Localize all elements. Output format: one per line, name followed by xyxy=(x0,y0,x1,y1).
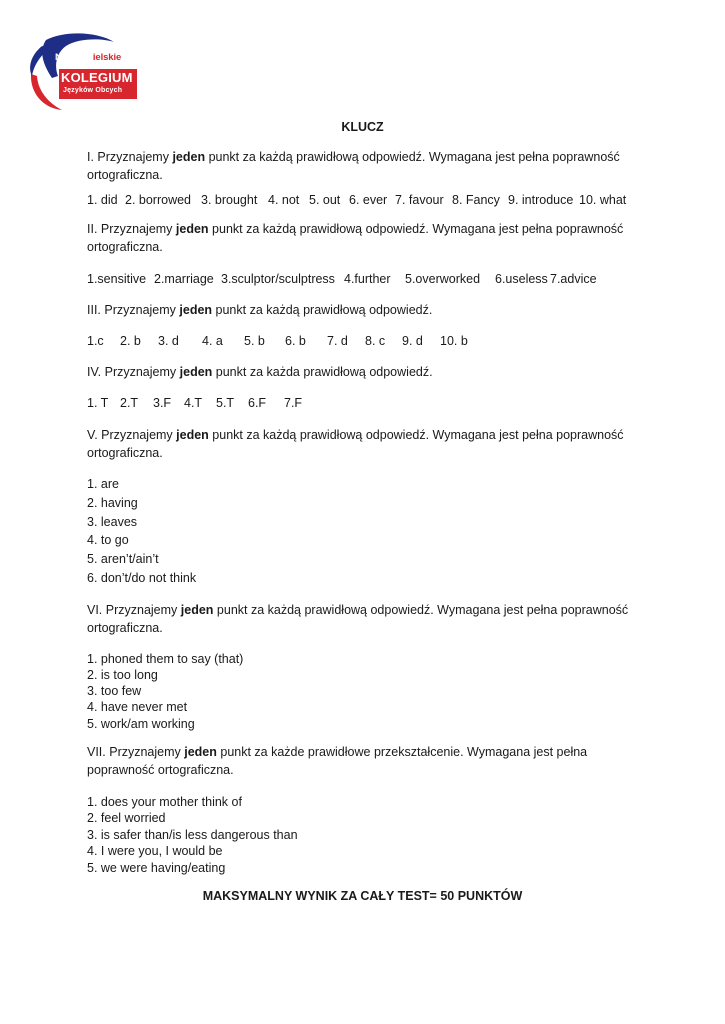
answer: 6. ever xyxy=(349,193,388,207)
answer: 3.sculptor/sculptress xyxy=(221,272,335,286)
answer: 7.F xyxy=(284,396,303,410)
answer: 9. d xyxy=(402,334,423,348)
answer: 4.further xyxy=(344,272,391,286)
answer: 8. Fancy xyxy=(452,193,500,207)
list-item: 4. have never met xyxy=(87,700,188,714)
answer: 7. favour xyxy=(395,193,444,207)
list-item: 1. are xyxy=(87,477,119,491)
answer: 8. c xyxy=(365,334,386,348)
section-2-instruction: II. Przyznajemy jeden punkt za każdą prawidłową odpowiedź. Wymagana jest pełna poprawność ortograficzna. xyxy=(87,222,624,254)
answer: 1.sensitive xyxy=(87,272,147,286)
list-item: 3. too few xyxy=(87,684,142,698)
list-item: 4. to go xyxy=(87,533,129,547)
answer: 3. brought xyxy=(201,193,258,207)
answer: 5. out xyxy=(309,193,341,207)
answer: 2.T xyxy=(120,396,139,410)
section-6-instruction: VI. Przyznajemy jeden punkt za każdą prawidłową odpowiedź. Wymagana jest pełna poprawność ortograficzna. xyxy=(87,603,629,635)
answer: 5.overworked xyxy=(405,272,481,286)
list-item: 1. does your mother think of xyxy=(87,795,242,809)
answer: 3.F xyxy=(153,396,172,410)
answer: 10. b xyxy=(440,334,468,348)
answer: 2. borrowed xyxy=(125,193,192,207)
logo xyxy=(28,32,140,112)
list-item: 2. is too long xyxy=(87,668,158,682)
answer: 1. T xyxy=(87,396,109,410)
logo-line1: Nauczycielskie xyxy=(55,52,122,63)
list-item: 5. aren’t/ain’t xyxy=(87,552,159,566)
answer: 9. introduce xyxy=(508,193,574,207)
answer: 5.T xyxy=(216,396,235,410)
list-item: 2. having xyxy=(87,496,138,510)
answer: 7.advice xyxy=(550,272,597,286)
answer: 1. did xyxy=(87,193,118,207)
list-item: 3. is safer than/is less dangerous than xyxy=(87,828,298,842)
section-7-instruction: VII. Przyznajemy jeden punkt za każde prawidłowe przekształcenie. Wymagana jest pełna poprawność ortograficzna. xyxy=(87,745,588,777)
section-3-instruction: III. Przyznajemy jeden punkt za każdą prawidłową odpowiedź. xyxy=(87,303,433,317)
list-item: 1. phoned them to say (that) xyxy=(87,652,244,666)
answer: 4. not xyxy=(268,193,300,207)
list-item: 2. feel worried xyxy=(87,811,166,825)
list-item: 4. I were you, I would be xyxy=(87,844,223,858)
list-item: 6. don’t/do not think xyxy=(87,571,197,585)
answer: 1.c xyxy=(87,334,104,348)
list-item: 3. leaves xyxy=(87,515,138,529)
answer: 6.F xyxy=(248,396,267,410)
page-title: KLUCZ xyxy=(341,120,384,134)
answer: 6. b xyxy=(285,334,306,348)
answer: 10. what xyxy=(579,193,627,207)
section-5-instruction: V. Przyznajemy jeden punkt za każdą prawidłową odpowiedź. Wymagana jest pełna poprawność ortograficzna. xyxy=(87,428,624,460)
answer: 4. a xyxy=(202,334,223,348)
list-item: 5. we were having/eating xyxy=(87,861,226,875)
logo-kolegium: KOLEGIUM xyxy=(61,70,133,85)
max-score-footer: MAKSYMALNY WYNIK ZA CAŁY TEST= 50 PUNKTÓW xyxy=(202,889,523,903)
section-1-instruction: I. Przyznajemy jeden punkt za każdą prawidłową odpowiedź. Wymagana jest pełna poprawność ortograficzna. xyxy=(87,150,620,182)
answer: 6.useless xyxy=(495,272,548,286)
list-item: 5. work/am working xyxy=(87,717,195,731)
answer: 7. d xyxy=(327,334,348,348)
logo-line3: Języków Obcych xyxy=(63,87,123,94)
answer: 4.T xyxy=(184,396,203,410)
answer: 2. b xyxy=(120,334,141,348)
answer: 3. d xyxy=(158,334,179,348)
answer: 2.marriage xyxy=(154,272,214,286)
section-4-instruction: IV. Przyznajemy jeden punkt za każda prawidłową odpowiedź. xyxy=(87,365,433,379)
answer: 5. b xyxy=(244,334,265,348)
